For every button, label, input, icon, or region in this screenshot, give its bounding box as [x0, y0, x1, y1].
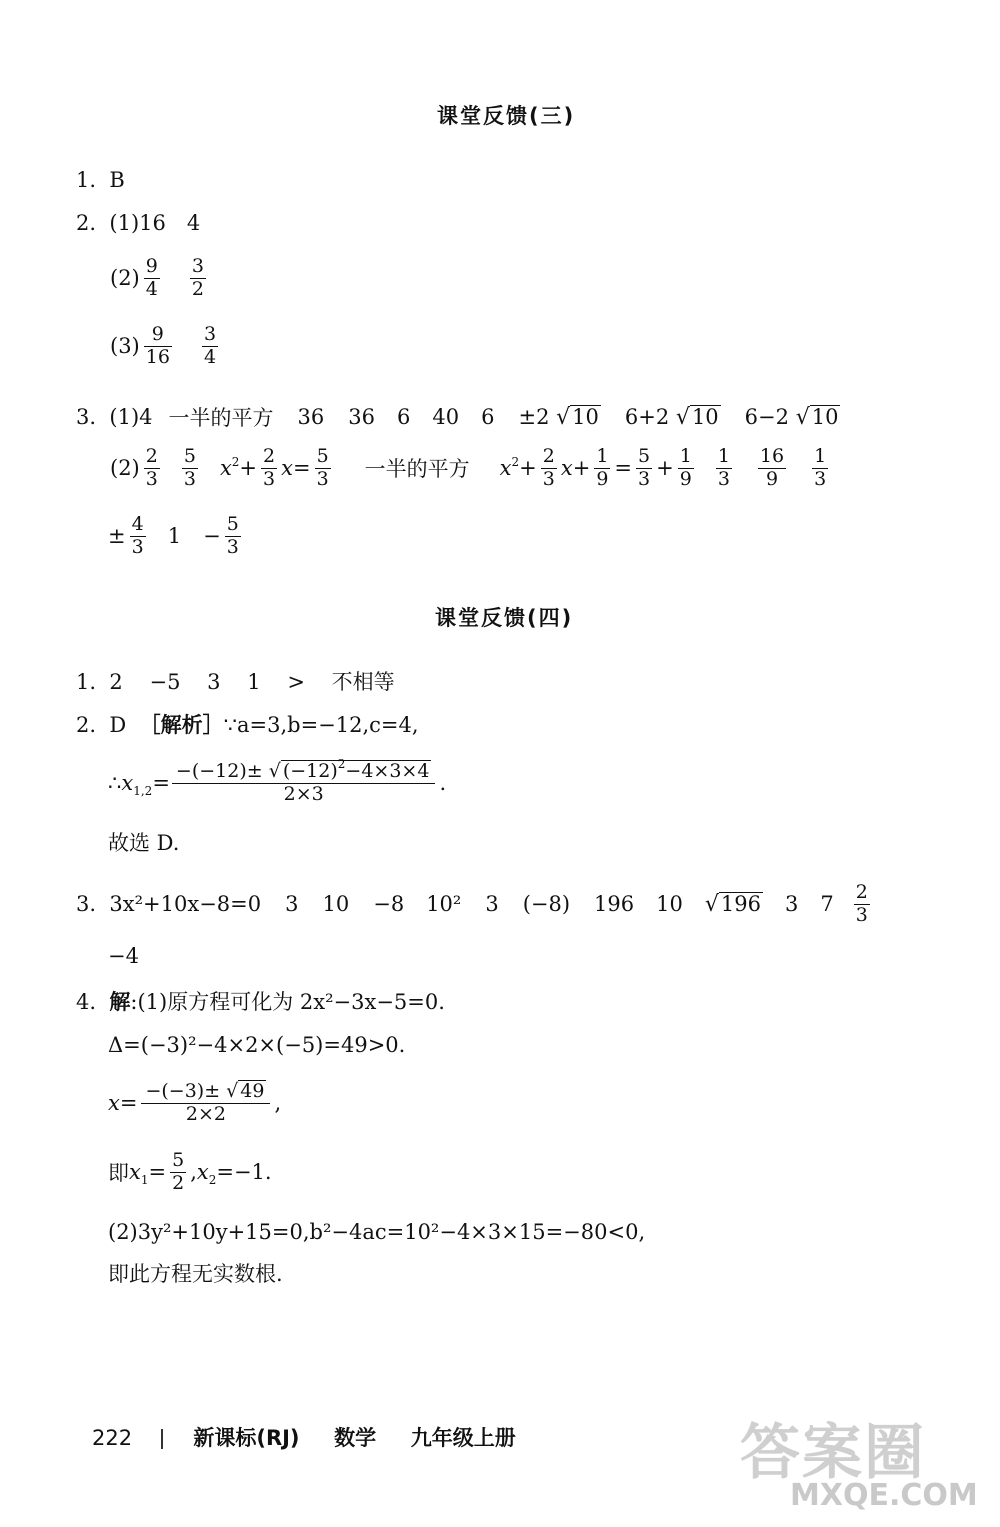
q4-4-line5: (2)3y²+10y+15=0,b²−4ac=10²−4×3×15=−80<0, — [108, 1220, 646, 1244]
q3-2-part2: (2) $\frac{9}{4}$ $\frac{3}{2}$ — [110, 255, 204, 300]
watermark-logo: 答案圈 — [740, 1418, 926, 1488]
q4-2: 2. D ［解析］∵a=3,b=−12,c=4, — [76, 713, 419, 737]
footer-divider — [161, 1429, 163, 1449]
q4-1: 1. 2 −5 3 1 > 不相等 — [76, 670, 395, 694]
q3-3-part2: (2) $\frac{2}{3}$ $\frac{5}{3}$ $x^2+$ $\frac{2}{3}$ x= $\frac{5}{3}$ 一半的平方 $x^2+$ $\frac{2}{3}$ x+ $\frac{1}{9}$ = $\frac{5}{3}$ + $\frac{1}{9}$ $\frac{1}{3}$ $\frac{16}{9}$ $\frac{1}{3}$ — [110, 445, 827, 490]
q4-2-conclusion: 故选 D. — [108, 831, 180, 855]
q4-4-line6: 即此方程无实数根. — [108, 1262, 283, 1286]
book-grade: 九年级上册 — [410, 1426, 516, 1450]
q4-4-line1: 4. 解:(1)原方程可化为 2x²−3x−5=0. — [76, 990, 445, 1014]
q3-2-part3: (3) $\frac{9}{16}$ $\frac{3}{4}$ — [110, 323, 217, 368]
fraction: $\frac{9}{4}$ — [145, 255, 158, 300]
footer — [92, 1428, 516, 1449]
q3-3-part3: ± $\frac{4}{3}$ 1 − $\frac{5}{3}$ — [108, 513, 239, 558]
section-title-4: 课堂反馈(四) — [435, 606, 574, 630]
q4-2-formula: $\therefore x_{1,2}=$ $\frac{-(-12)\pm √ (-12)^2-4\times 3\times 4}{2\times 3}$ . — [108, 757, 447, 805]
q4-3: 3. 3x²+10x−8=0 3 10 −8 10² 3 (−8) 196 10 √ 196 3 7 $\frac{2}{3}$ — [76, 881, 868, 926]
fraction: $\frac{3}{2}$ — [191, 255, 204, 300]
q3-3-part1: 3. (1)4 一半的平方 36 36 6 40 6 ±2 √ 10 6+2 √ 10 6−2 √ 10 — [76, 404, 839, 430]
q4-4-line2: Δ=(−3)²−4×2×(−5)=49>0. — [108, 1033, 406, 1057]
q4-3-last: −4 — [108, 944, 139, 968]
fraction: $\frac{9}{16}$ — [145, 323, 170, 368]
q4-4-line3: x= $\frac{-(-3)\pm √ 49}{2\times 2}$ , — [108, 1080, 282, 1125]
section-title-3: 课堂反馈(三) — [437, 104, 576, 128]
watermark-url: MXQE.COM — [790, 1478, 978, 1513]
q4-4-line4: 即 $x_1=$ $\frac{5}{2}$ $,x_2=-1$. — [108, 1149, 272, 1194]
book-subject: 数学 — [334, 1426, 377, 1450]
q3-2-part1: 2. (1)16 4 — [76, 211, 201, 235]
book-series: 新课标(RJ) — [193, 1426, 300, 1450]
fraction: $\frac{3}{4}$ — [203, 323, 217, 368]
q3-1: 1. B — [76, 168, 125, 192]
page-number: 222 — [92, 1426, 133, 1450]
